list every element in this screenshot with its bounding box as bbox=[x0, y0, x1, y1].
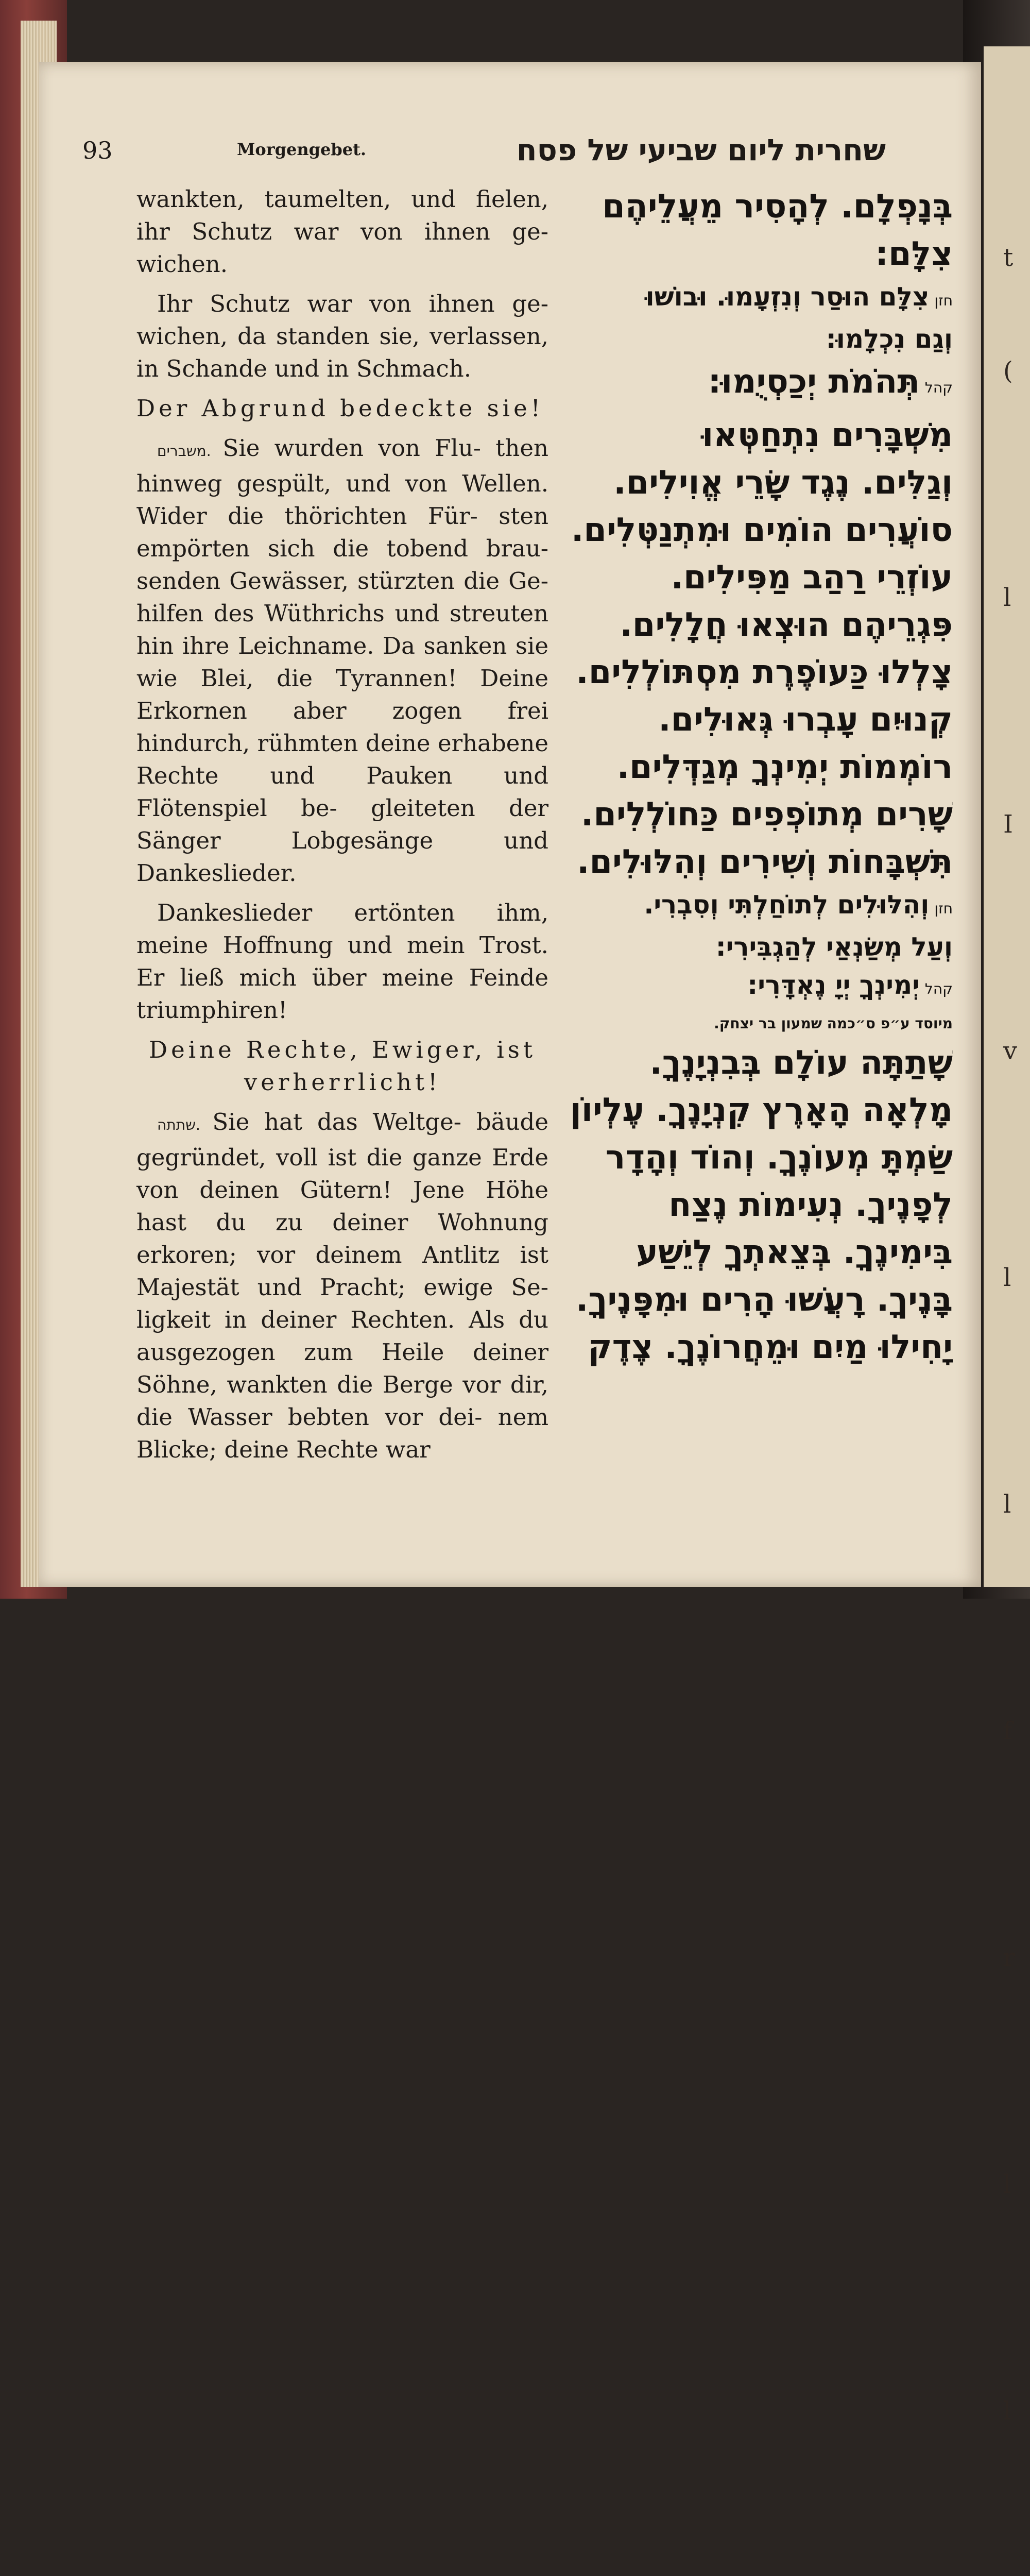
speaker-marker: קהל bbox=[924, 379, 953, 396]
hebrew-text: פִּגְרֵיהֶם הוּצְאוּ חֲלָלִים. bbox=[620, 606, 953, 644]
page-header bbox=[82, 132, 886, 178]
running-title-german: Morgengebet. bbox=[237, 140, 367, 159]
speaker-marker: קהל bbox=[924, 980, 953, 997]
hebrew-line bbox=[551, 1229, 953, 1276]
hebrew-line bbox=[551, 886, 953, 928]
hebrew-text: תְּהֹמֹת יְכַסְיֻמוּ: bbox=[708, 363, 920, 401]
hebrew-line bbox=[551, 183, 953, 230]
page-number: 93 bbox=[82, 137, 113, 164]
speaker-marker: חזן bbox=[934, 292, 953, 309]
hebrew-text: לְפָנֶיךָ. נְעִימוֹת נֶצַח bbox=[668, 1186, 953, 1224]
hebrew-text: מָלְאָה הָאָרֶץ קִנְיָנֶךָ. עֶלְיוֹן bbox=[570, 1091, 953, 1129]
hebrew-line bbox=[551, 696, 953, 743]
hebrew-text: צִלָּם: bbox=[875, 235, 953, 273]
german-text: Der Abgrund bedeckte sie! bbox=[136, 395, 544, 422]
hebrew-line bbox=[551, 320, 953, 358]
hebrew-text: שָׁרִים מְתוֹפְפִים כַּחוֹלְלִים. bbox=[581, 795, 953, 834]
hebrew-text: שָׁתַתָּה עוֹלָם בְּבִנְיָנֶךָ. bbox=[649, 1044, 953, 1082]
hebrew-line bbox=[551, 1039, 953, 1087]
running-title-hebrew: שחרית ליום שביעי של פסח bbox=[516, 132, 886, 167]
german-text: Sie wurden von Flu- then hinweg gespült, und von Wellen. Wider die thörichten Für- sten empörten sich die tobend brau- senden Gewässer, stürzten die Ge- hilfen des Wüthrichs und streuten hin ihre Leichname. Da sanken sie wie Blei, die Tyrannen! Deine Erkornen aber zogen frei hindurch, rühmten deine erhabene Rechte und Pauken und Flötenspiel be- gleiteten der Sänger Lobgesänge und Dankeslieder. bbox=[136, 434, 548, 887]
hebrew-text: בָּנֶיךָ. רָעֲשׁוּ הָרִים וּמִפָּנֶיךָ. bbox=[576, 1281, 953, 1319]
hebrew-text: מיוסד ע״פ ס״כמה שמעון בר יצחק. bbox=[714, 1015, 953, 1032]
hebrew-line bbox=[551, 1008, 953, 1039]
hebrew-text: יָחִילוּ מַיִם וּמֵחֲרוֹנֶךָ. צֶדֶק bbox=[588, 1328, 953, 1366]
hebrew-text: בְּנָפְלָם. לְהָסִיר מֵעֲלֵיהֶם bbox=[602, 188, 953, 226]
hebrew-line bbox=[551, 1276, 953, 1324]
german-paragraph bbox=[136, 392, 548, 425]
german-paragraph bbox=[136, 287, 548, 385]
german-text: wankten, taumelten, und fielen, ihr Schutz war von ihnen ge- wichen. bbox=[136, 185, 548, 278]
hebrew-text: שַׂמְתָּ מְעוֹנֶךָ. וְהוֹד וְהָדָר bbox=[605, 1139, 953, 1177]
hebrew-text: וְגַלִּים. נֶגֶד שָׂרֵי אֱוִילִים. bbox=[613, 464, 953, 502]
speaker-marker: חזן bbox=[934, 900, 953, 917]
hebrew-text: רוֹמְמוֹת יְמִינְךָ מְגַדְּלִים. bbox=[616, 748, 953, 786]
hebrew-line bbox=[551, 791, 953, 838]
hebrew-line bbox=[551, 230, 953, 278]
hebrew-line bbox=[551, 838, 953, 886]
hebrew-text: מִשְׁבָּרִים נִתְחַטְּאוּ bbox=[702, 416, 953, 454]
hebrew-text-column bbox=[551, 183, 953, 1371]
hebrew-line bbox=[551, 928, 953, 966]
german-translation-column bbox=[136, 183, 548, 1473]
hebrew-line bbox=[551, 1181, 953, 1229]
german-text: Sie hat das Weltge- bäude gegründet, voll ist die ganze Erde von deinen Gütern! Jene Höhe hast du zu deiner Wohnung erkoren; vor deinem Antlitz ist Majestät und Pracht; ewige Se- ligkeit in deiner Rechten. Als du ausgezogen zum Heile deiner Söhne, wankten die Berge vor dir, die Wasser bebten vor dei- nem Blicke; deine Rechte war bbox=[136, 1108, 548, 1463]
hebrew-line bbox=[551, 1324, 953, 1371]
german-paragraph bbox=[136, 432, 548, 889]
next-page-fragments: t ( l I v l l f r l l bbox=[1003, 243, 1018, 2426]
hebrew-text: עוֹזְרֵי רַהַב מַפִּילִים. bbox=[671, 558, 953, 597]
hebrew-line bbox=[551, 1134, 953, 1181]
german-paragraph bbox=[136, 183, 548, 280]
hebrew-text: סוֹעֲרִים הוֹמִים וּמִתְנַטְּלִים. bbox=[571, 511, 953, 549]
hebrew-text: וְגַם נִכְלָמוּ: bbox=[826, 324, 953, 354]
hebrew-line bbox=[551, 649, 953, 696]
hebrew-line bbox=[551, 278, 953, 320]
german-paragraph bbox=[136, 1106, 548, 1466]
hebrew-cue-word: שתתה. bbox=[157, 1116, 213, 1133]
hebrew-text: תִּשְׁבָּחוֹת וְשִׁירִים וְהִלּוּלִים. bbox=[577, 843, 953, 881]
german-text: Deine Rechte, Ewiger, ist verherrlicht! bbox=[149, 1036, 536, 1096]
hebrew-line bbox=[551, 459, 953, 506]
hebrew-line bbox=[551, 554, 953, 601]
hebrew-line bbox=[551, 358, 953, 412]
hebrew-line bbox=[551, 743, 953, 791]
hebrew-line bbox=[551, 601, 953, 649]
hebrew-text: קְנוּיִם עָבְרוּ גְּאוּלִים. bbox=[658, 701, 953, 739]
next-page-edge bbox=[984, 46, 1030, 2426]
hebrew-text: וְהִלּוּלִים לְתוֹחַלְתִּי וְסִבְרִי. bbox=[644, 890, 930, 920]
hebrew-text: בִּימִינֶךָ. בְּצֵאתְךָ לְיֵשַׁע bbox=[636, 1233, 953, 1272]
hebrew-line bbox=[551, 412, 953, 459]
hebrew-text: צָלְלוּ כַּעוֹפֶרֶת מִסְתּוֹלְלִים. bbox=[576, 653, 953, 691]
hebrew-text: וְעַל מְשַׂנְאַי לְהַגְבִּירִי: bbox=[715, 932, 953, 962]
german-text: Dankeslieder ertönten ihm, meine Hoffnung und mein Trost. Er ließ mich über meine Feinde triumphiren! bbox=[136, 899, 548, 1024]
hebrew-text: יְמִינְךָ יְיָ נֶאְדָּרִי: bbox=[747, 970, 920, 1000]
german-text: Ihr Schutz war von ihnen ge- wichen, da standen sie, verlassen, in Schande und in Schmach. bbox=[136, 290, 548, 382]
german-paragraph bbox=[136, 896, 548, 1026]
german-paragraph bbox=[136, 1033, 548, 1098]
hebrew-text: צִלָּם הוּסַר וְנִזְעָמוּ. וּבוֹשׁוּ bbox=[645, 282, 930, 312]
hebrew-line bbox=[551, 966, 953, 1008]
hebrew-line bbox=[551, 1087, 953, 1134]
hebrew-cue-word: משברים. bbox=[157, 443, 223, 460]
hebrew-line bbox=[551, 506, 953, 554]
